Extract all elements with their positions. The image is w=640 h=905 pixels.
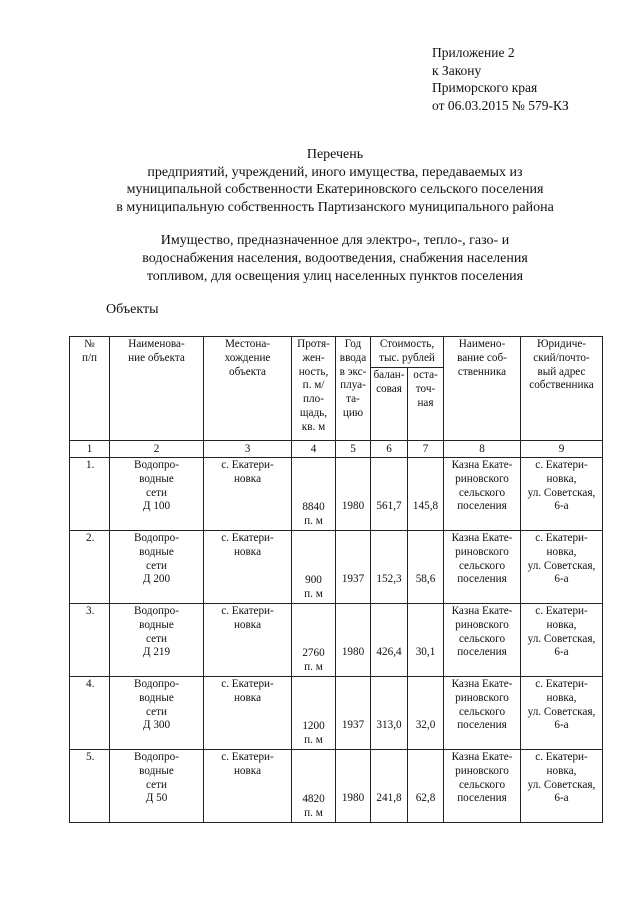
column-number: 7 [408, 441, 444, 458]
header-num: № п/п [70, 337, 110, 441]
owner-address: с. Екатери- новка, ул. Советская, 6-а [521, 750, 603, 823]
subtitle-line: водоснабжения населения, водоотведения, снабжения населения [142, 251, 528, 266]
appendix-line: от 06.03.2015 № 579-КЗ [432, 97, 569, 113]
residual-cost: 62,8 [415, 792, 436, 804]
subtitle-line: топливом, для освещения улиц населенных пунктов поселения [146, 269, 524, 284]
balance-cost-cell [371, 604, 408, 677]
title-line: в муниципальную собственность Партизанского муниципального района [116, 199, 554, 215]
object-length: 2760 п. м [302, 647, 325, 674]
residual-cost-cell [408, 531, 444, 604]
object-name: Водопро- водные сети Д 100 [110, 458, 204, 531]
balance-cost-cell [371, 677, 408, 750]
column-number: 4 [292, 441, 336, 458]
title-line: предприятий, учреждений, иного имущества, передаваемых из [147, 164, 523, 180]
owner-address: с. Екатери- новка, ул. Советская, 6-а [521, 604, 603, 677]
owner-address: с. Екатери- новка, ул. Советская, 6-а [521, 531, 603, 604]
owner-name: Казна Екате- риновского сельского поселения [444, 750, 521, 823]
residual-cost-cell [408, 750, 444, 823]
appendix-line: Приложение 2 [432, 45, 515, 60]
document-title [70, 146, 600, 216]
residual-cost: 58,6 [415, 573, 436, 585]
table-row [70, 750, 603, 823]
object-length: 1200 п. м [302, 720, 325, 747]
table-header-row [70, 337, 603, 368]
commission-year-cell [336, 458, 371, 531]
commission-year: 1937 [341, 719, 365, 731]
appendix-line: к Закону [432, 62, 482, 78]
column-number: 8 [444, 441, 521, 458]
object-name: Водопро- водные сети Д 50 [110, 750, 204, 823]
owner-name: Казна Екате- риновского сельского поселения [444, 531, 521, 604]
row-number: 1. [70, 458, 110, 531]
owner-name: Казна Екате- риновского сельского поселения [444, 458, 521, 531]
commission-year-cell [336, 750, 371, 823]
residual-cost-cell [408, 458, 444, 531]
balance-cost: 561,7 [376, 500, 402, 512]
balance-cost: 313,0 [376, 719, 402, 731]
column-number: 1 [70, 441, 110, 458]
header-name: Наименова- ние объекта [110, 337, 204, 441]
object-length-cell [292, 604, 336, 677]
object-location: с. Екатери- новка [204, 531, 292, 604]
header-address: Юридиче- ский/почто- вый адрес собственника [521, 337, 603, 441]
object-location: с. Екатери- новка [204, 750, 292, 823]
object-name: Водопро- водные сети Д 300 [110, 677, 204, 750]
residual-cost: 145,8 [412, 500, 439, 512]
header-residual: оста- точ- ная [408, 368, 444, 441]
balance-cost-cell [371, 458, 408, 531]
object-length-cell [292, 531, 336, 604]
object-length-cell [292, 750, 336, 823]
object-location: с. Екатери- новка [204, 677, 292, 750]
appendix-line: Приморского края [432, 80, 538, 95]
title-line: муниципальной собственности Екатериновского сельского поселения [126, 182, 544, 197]
object-length-cell [292, 677, 336, 750]
row-number: 4. [70, 677, 110, 750]
balance-cost: 241,8 [376, 792, 402, 804]
column-number: 9 [521, 441, 603, 458]
commission-year-cell [336, 604, 371, 677]
commission-year: 1980 [341, 646, 365, 658]
subtitle-line: Имущество, предназначенное для электро-, тепло-, газо- и [160, 233, 510, 248]
owner-name: Казна Екате- риновского сельского поселения [444, 677, 521, 750]
title-line: Перечень [306, 147, 364, 162]
residual-cost-cell [408, 677, 444, 750]
row-number: 5. [70, 750, 110, 823]
column-number: 6 [371, 441, 408, 458]
commission-year-cell [336, 677, 371, 750]
object-name: Водопро- водные сети Д 219 [110, 604, 204, 677]
objects-label: Объекты [106, 302, 159, 317]
owner-name: Казна Екате- риновского сельского поселения [444, 604, 521, 677]
appendix-block [432, 44, 569, 114]
header-length: Протя- жен- ность, п. м/ пло- щадь, кв. м [292, 337, 336, 441]
balance-cost: 426,4 [376, 646, 402, 658]
commission-year: 1937 [341, 573, 365, 585]
row-number: 2. [70, 531, 110, 604]
objects-table [69, 336, 603, 823]
row-number: 3. [70, 604, 110, 677]
table-row [70, 604, 603, 677]
column-number: 3 [204, 441, 292, 458]
header-cost: Стоимость, тыс. рублей [371, 337, 444, 368]
object-name: Водопро- водные сети Д 200 [110, 531, 204, 604]
object-location: с. Екатери- новка [204, 458, 292, 531]
object-length: 900 п. м [304, 574, 323, 601]
object-length-cell [292, 458, 336, 531]
column-number: 2 [110, 441, 204, 458]
object-length: 8840 п. м [302, 501, 325, 528]
header-location: Местона- хождение объекта [204, 337, 292, 441]
table-row [70, 458, 603, 531]
column-number: 5 [336, 441, 371, 458]
owner-address: с. Екатери- новка, ул. Советская, 6-а [521, 458, 603, 531]
commission-year-cell [336, 531, 371, 604]
residual-cost-cell [408, 604, 444, 677]
residual-cost: 30,1 [415, 646, 436, 658]
commission-year: 1980 [341, 500, 365, 512]
balance-cost-cell [371, 531, 408, 604]
header-owner: Наимено- вание соб- ственника [444, 337, 521, 441]
object-length: 4820 п. м [302, 793, 325, 820]
balance-cost: 152,3 [376, 573, 402, 585]
header-balance: балан- совая [371, 368, 408, 441]
header-year: Год ввода в экс- плуа- та- цию [336, 337, 371, 441]
commission-year: 1980 [341, 792, 365, 804]
balance-cost-cell [371, 750, 408, 823]
residual-cost: 32,0 [415, 719, 436, 731]
owner-address: с. Екатери- новка, ул. Советская, 6-а [521, 677, 603, 750]
table-row [70, 677, 603, 750]
table-row [70, 531, 603, 604]
column-numbers-row [70, 441, 603, 458]
object-location: с. Екатери- новка [204, 604, 292, 677]
property-description [70, 232, 600, 286]
